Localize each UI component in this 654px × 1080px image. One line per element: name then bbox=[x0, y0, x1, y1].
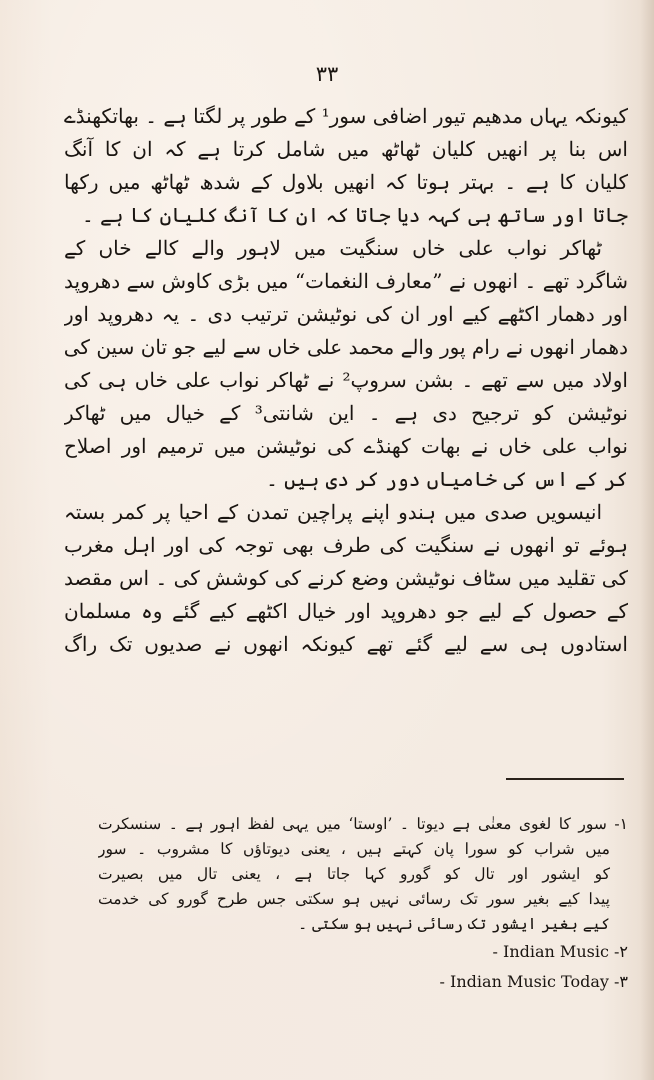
body-line: دھمار انھوں نے رام پور والے محمد علی خاں سے لیے جو تان سین کی bbox=[64, 335, 628, 359]
body-line: اور دھمار اکٹھے کیے اور ان کی نوٹیشن ترتیب دی ۔ یہ دھروپد اور bbox=[64, 302, 628, 326]
footnote-2-text: Indian Music bbox=[503, 942, 609, 961]
body-line: کے حصول کے لیے جو دھروپد اور خیال اکٹھے کیے گئے وہ مسلمان bbox=[64, 599, 628, 623]
body-line: کلیان کا ہے ۔ بہتر ہوتا کہ انھیں بلاول کے شدھ ٹھاٹھ میں رکھا bbox=[64, 170, 628, 194]
footnote-3 bbox=[98, 967, 628, 997]
body-line: کی تقلید میں سٹاف نوٹیشن وضع کرنے کی کوشش کی ۔ اس مقصد bbox=[64, 566, 628, 590]
footnote-1-line: ۱- سور کا لغوی معنٰی ہے دیوتا ۔ ’اوستا‘ میں یہی لفظ اہور ہے ۔ سنسکرت bbox=[98, 815, 628, 833]
footnote-divider bbox=[506, 778, 624, 780]
body-line: نوٹیشن کو ترجیح دی ہے ۔ این شانتی³ کے خیال میں ٹھاکر bbox=[64, 401, 628, 425]
footnote-3-text: Indian Music Today bbox=[450, 972, 609, 991]
body-line: شاگرد تھے ۔ انھوں نے ”معارف النغمات“ میں بڑی کاوش سے دھروپد bbox=[64, 269, 628, 293]
footnote-1-line: کیے بغیر ایشور تک رسائی نہیں ہو سکتی ۔ bbox=[298, 915, 610, 933]
footnote-1-line: پیدا کیے بغیر سور تک رسائی نہیں ہو سکتی جس طرح گورو کی خدمت bbox=[98, 890, 610, 908]
body-line: ہوئے تو انھوں نے سنگیت کی طرف بھی توجہ کی اور اہل مغرب bbox=[64, 533, 628, 557]
body-line: اس بنا پر انھیں کلیان ٹھاٹھ میں شامل کرتا ہے کہ ان کا آنگ bbox=[64, 137, 628, 161]
footnote-2-trail: - bbox=[492, 942, 498, 961]
body-line: کیونکہ یہاں مدھیم تیور اضافی سور¹ کے طور پر لگتا ہے ۔ بھاتکھنڈے bbox=[64, 104, 628, 128]
footnote-1-line: میں شراب کو سورا پان کہتے ہیں ، یعنی دیوتاؤں کا مشروب ۔ سور bbox=[98, 840, 610, 858]
footnote-1-line: کو ایشور اور تال کو گورو کہا جاتا ہے ، یعنی تال میں بصیرت bbox=[98, 865, 610, 883]
body-line: اولاد میں سے تھے ۔ بشن سروپ² نے ٹھاکر نواب علی خاں ہی کی bbox=[64, 368, 628, 392]
body-line: جاتا اور ساتھ ہی کہہ دیا جاتا کہ ان کا آنگ کلیان کا ہے ۔ bbox=[81, 203, 628, 227]
body-text bbox=[64, 100, 628, 661]
footnotes bbox=[98, 812, 628, 997]
footnote-2-marker: ۲- bbox=[614, 942, 628, 961]
footnote-3-marker: ۳- bbox=[614, 972, 628, 991]
body-line: ٹھاکر نواب علی خاں سنگیت میں لاہور والے کالے خاں کے bbox=[64, 236, 602, 260]
body-line: انیسویں صدی میں ہندو اپنے پراچین تمدن کے احیا پر کمر بستہ bbox=[64, 500, 602, 524]
page-number: ۳۳ bbox=[315, 62, 339, 86]
body-line: نواب علی خاں نے بھات کھنڈے کی نوٹیشن میں ترمیم اور اصلاح bbox=[64, 434, 628, 458]
page-edge-shadow bbox=[640, 0, 654, 1080]
footnote-2 bbox=[98, 937, 628, 967]
footnote-3-trail: - bbox=[439, 972, 445, 991]
body-line: کر کے اس کی خامیاں دور کر دی ہیں ۔ bbox=[266, 467, 628, 491]
body-line: استادوں ہی سے لیے گئے تھے کیونکہ انھوں نے صدیوں تک راگ bbox=[64, 632, 628, 656]
